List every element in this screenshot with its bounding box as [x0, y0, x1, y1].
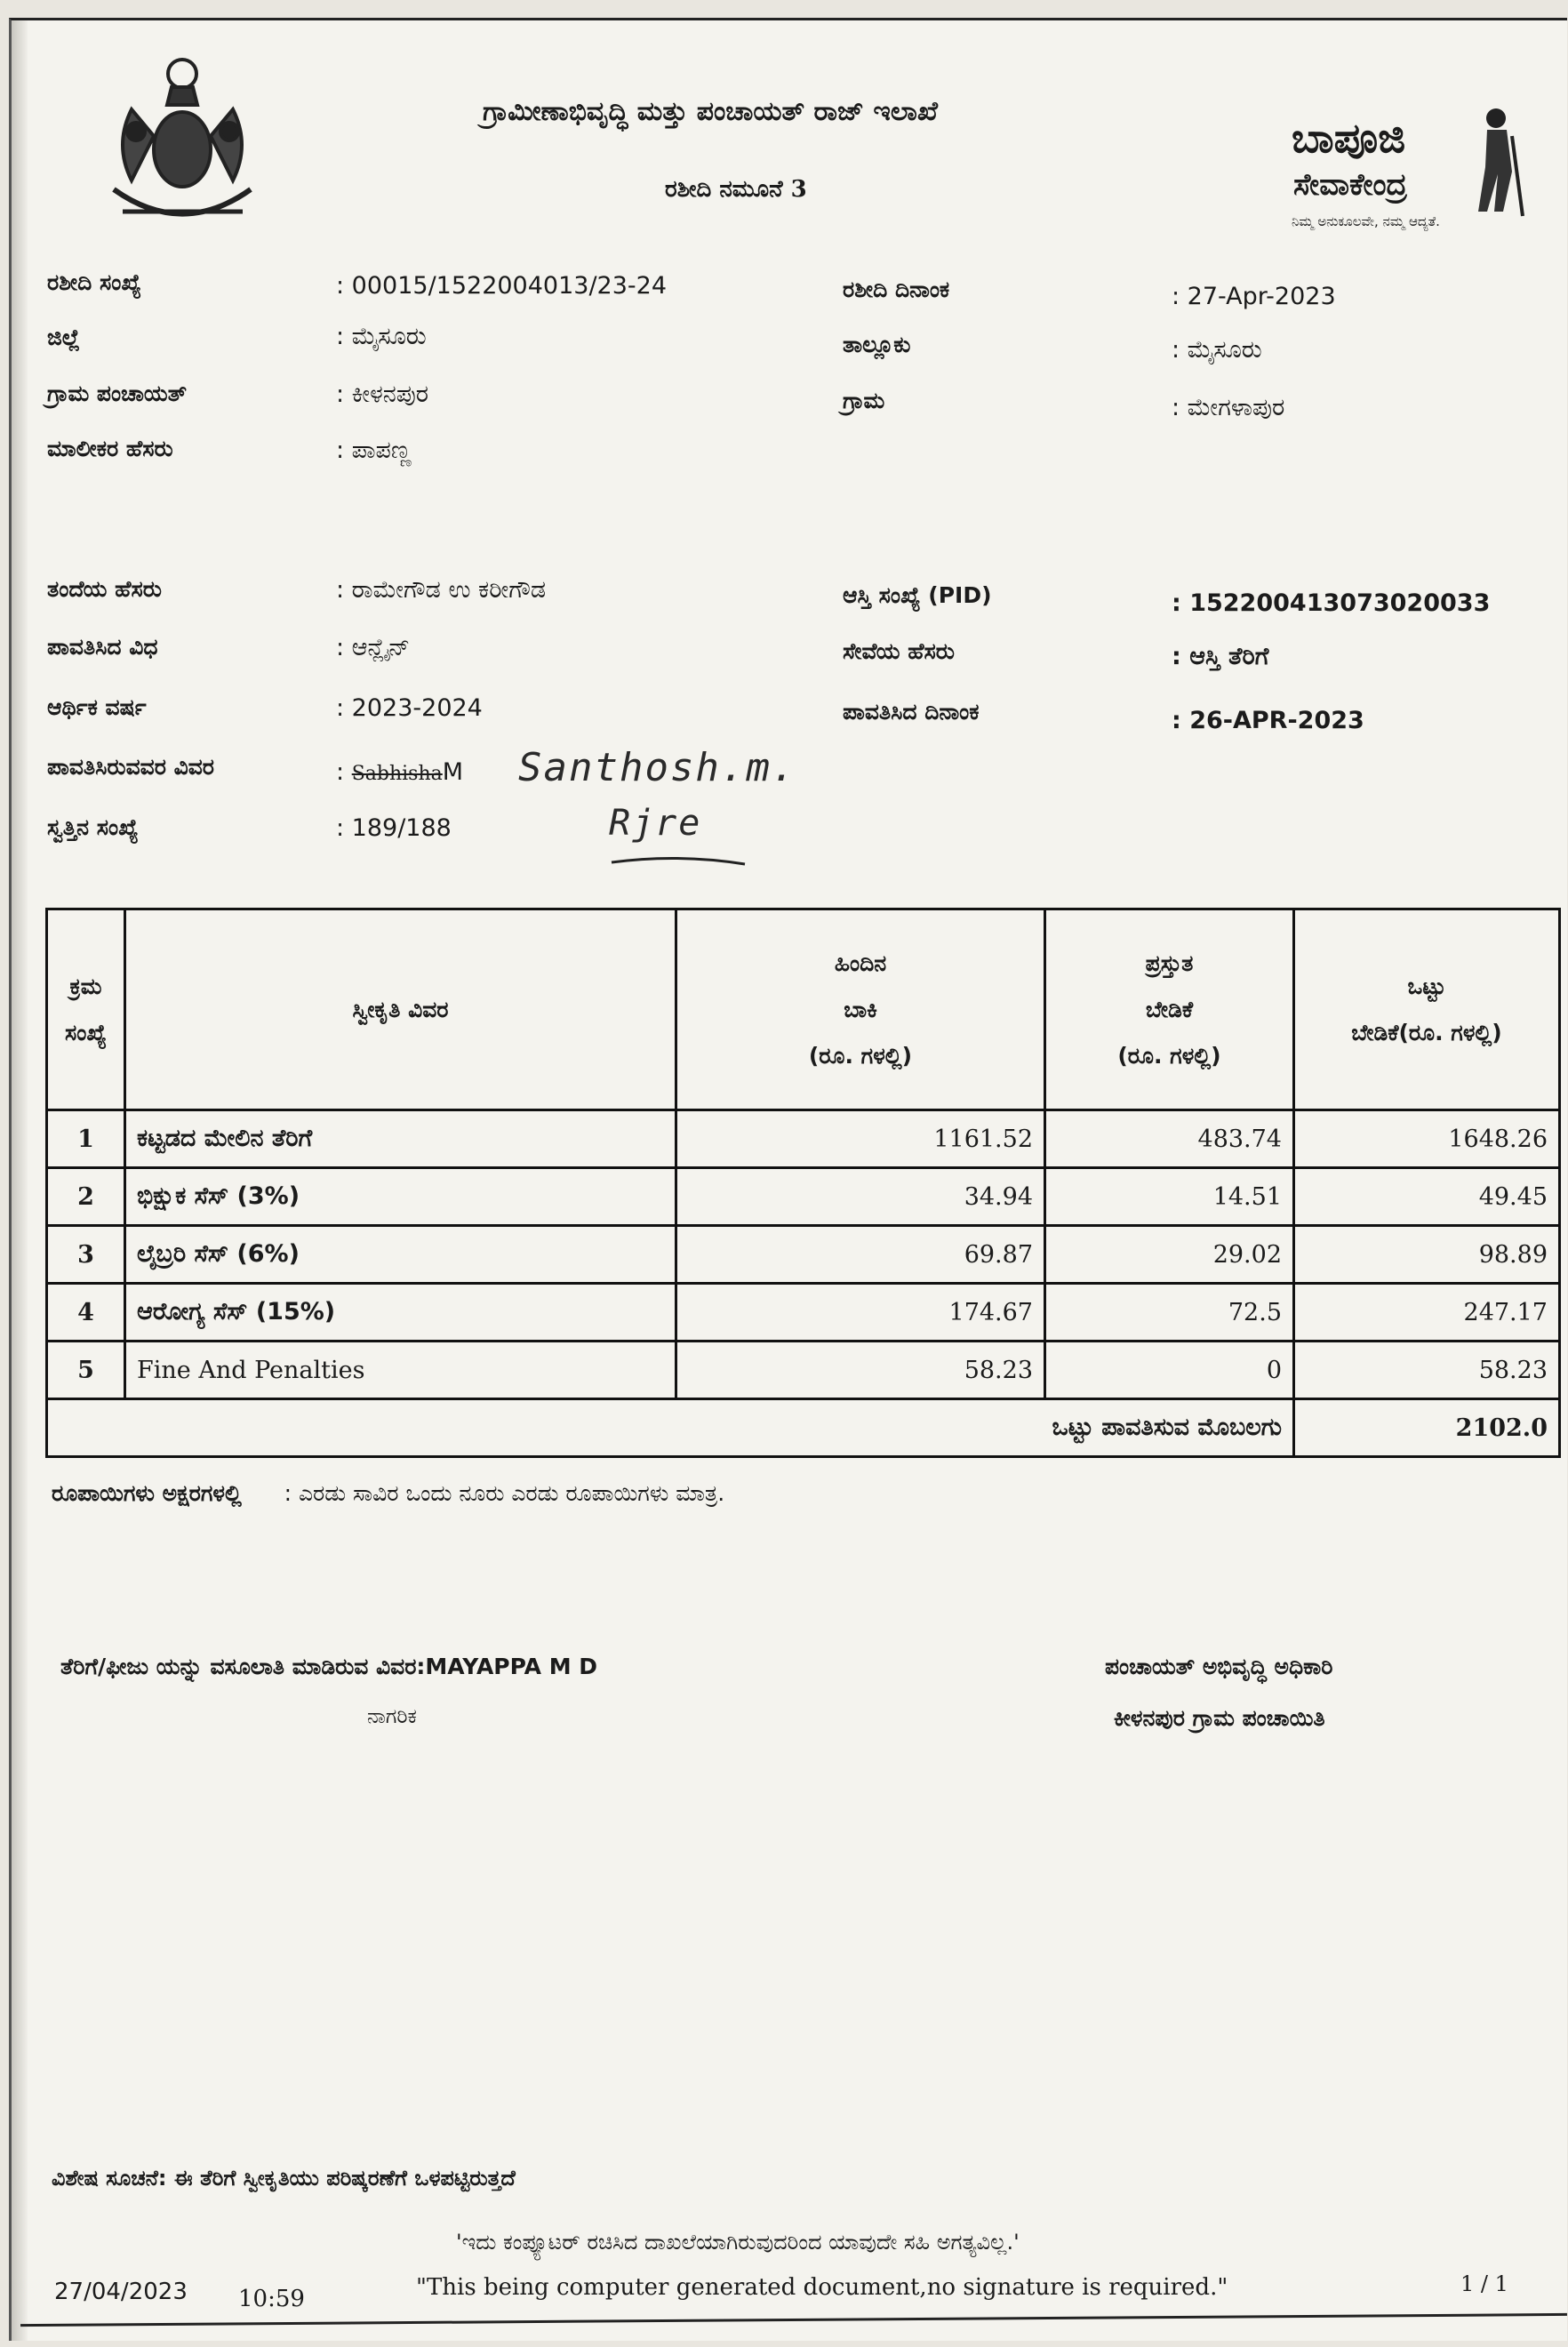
property-no-value: : 189/188 [336, 814, 452, 842]
row-total: 58.23 [1294, 1342, 1560, 1399]
row-current: 29.02 [1045, 1226, 1294, 1284]
owner-value: : ಪಾಪಣ್ಣ [336, 437, 412, 464]
table-row [47, 1110, 1560, 1168]
row-description: Fine And Penalties [125, 1342, 676, 1399]
payer-colon: : [336, 758, 345, 786]
footer-rule [20, 2313, 1567, 2327]
row-previous: 174.67 [676, 1284, 1045, 1342]
pid-label: ಆಸ್ತಿ ಸಂಖ್ಯೆ (PID) [843, 582, 992, 608]
payer-label: ಪಾವತಿಸಿರುವವರ ವಿವರ [47, 754, 215, 780]
page-number: 1 / 1 [1460, 2271, 1508, 2296]
officer-title: ಪಂಚಾಯತ್ ಅಭಿವೃದ್ಧಿ ಅಧಿಕಾರಿ [1105, 1654, 1333, 1679]
form-name: ರಶೀದಿ ನಮೂನೆ 3 [665, 176, 807, 203]
pid-value: : 152200413073020033 [1172, 589, 1491, 617]
table-row [47, 1226, 1560, 1284]
gp-label: ಗ್ರಾಮ ಪಂಚಾಯತ್ [47, 380, 188, 406]
row-total: 98.89 [1294, 1226, 1560, 1284]
district-label: ಜಿಲ್ಲೆ [47, 324, 80, 350]
pay-mode-value: : ಆನ್ಲೈನ್ [336, 634, 411, 661]
amount-in-words [52, 1480, 724, 1507]
col-previous-balance: ಹಿಂದಿನ ಬಾಕಿ (ರೂ. ಗಳಲ್ಲಿ) [676, 909, 1045, 1110]
table-row [47, 1342, 1560, 1399]
col-total-demand: ಒಟ್ಟು ಬೇಡಿಕೆ(ರೂ. ಗಳಲ್ಲಿ) [1294, 909, 1560, 1110]
col-description: ಸ್ವೀಕೃತಿ ವಿವರ [125, 909, 676, 1110]
handwritten-initials: Rjre [609, 803, 702, 844]
page-shadow [12, 20, 28, 2341]
payer-initial: M [442, 758, 464, 786]
col-sl: ಕ್ರಮ ಸಂಖ್ಯೆ [47, 909, 125, 1110]
village-value: : ಮೇಗಳಾಪುರ [1172, 394, 1285, 421]
payer-value [336, 758, 463, 786]
collector-role: ನಾಗರಿಕ [367, 1705, 417, 1728]
row-description: ಭಿಕ್ಷುಕ ಸೆಸ್ (3%) [125, 1168, 676, 1226]
district-value: : ಮೈಸೂರು [336, 323, 427, 350]
paid-date-label: ಪಾವತಿಸಿದ ದಿನಾಂಕ [843, 699, 980, 725]
row-sl: 3 [47, 1226, 125, 1284]
receipt-no-label: ರಶೀದಿ ಸಂಖ್ಯೆ [47, 269, 141, 295]
payer-handwritten-name: Santhosh.m. [518, 745, 797, 790]
table-row [47, 1168, 1560, 1226]
taluk-value: : ಮೈಸೂರು [1172, 336, 1262, 364]
fy-label: ಆರ್ಥಿಕ ವರ್ಷ [47, 694, 147, 720]
service-label: ಸೇವೆಯ ಹೆಸರು [843, 638, 955, 664]
amount-words-value: : ಎರಡು ಸಾವಿರ ಒಂದು ನೂರು ಎರಡು ರೂಪಾಯಿಗಳು ಮಾತ್ರ. [284, 1480, 725, 1506]
paid-date-value: : 26-APR-2023 [1172, 707, 1364, 734]
bapuji-logo [1283, 105, 1549, 256]
property-no-label: ಸ್ವತ್ತಿನ ಸಂಖ್ಯೆ [47, 814, 139, 840]
row-description: ಕಟ್ಟಡದ ಮೇಲಿನ ತೆರಿಗೆ [125, 1110, 676, 1168]
disclaimer-kannada: 'ಇದು ಕಂಪ್ಯೂಟರ್ ರಚಿಸಿದ ದಾಖಲೆಯಾಗಿರುವುದರಿಂದ ಯಾವುದೇ ಸಹಿ ಅಗತ್ಯವಿಲ್ಲ.' [456, 2230, 1020, 2255]
fee-table [45, 908, 1561, 1458]
initials-underline [607, 852, 749, 869]
gp-value: : ಕೀಳನಪುರ [336, 380, 429, 408]
row-current: 14.51 [1045, 1168, 1294, 1226]
officer-office: ಕೀಳನಪುರ ಗ್ರಾಮ ಪಂಚಾಯಿತಿ [1114, 1705, 1325, 1731]
row-description: ಆರೋಗ್ಯ ಸೆಸ್ (15%) [125, 1284, 676, 1342]
row-current: 72.5 [1045, 1284, 1294, 1342]
table-header-row [47, 909, 1560, 1110]
print-date: 27/04/2023 [54, 2279, 188, 2305]
receipt-no-value: : 00015/1522004013/23-24 [336, 272, 668, 300]
receipt-date-value: : 27-Apr-2023 [1172, 283, 1336, 310]
village-label: ಗ್ರಾಮ [843, 388, 885, 413]
row-current: 0 [1045, 1342, 1294, 1399]
row-previous: 58.23 [676, 1342, 1045, 1399]
father-label: ತಂದೆಯ ಹೆಸರು [47, 576, 162, 602]
row-sl: 1 [47, 1110, 125, 1168]
table-row [47, 1284, 1560, 1342]
fy-value: : 2023-2024 [336, 694, 483, 722]
row-current: 483.74 [1045, 1110, 1294, 1168]
row-sl: 4 [47, 1284, 125, 1342]
logo-line2: ಸೇವಾಕೇಂದ್ರ [1293, 167, 1408, 203]
row-sl: 2 [47, 1168, 125, 1226]
row-description: ಲೈಬ್ರರಿ ಸೆಸ್ (6%) [125, 1226, 676, 1284]
taluk-label: ತಾಲ್ಲೂಕು [843, 332, 911, 357]
row-sl: 5 [47, 1342, 125, 1399]
row-previous: 34.94 [676, 1168, 1045, 1226]
service-value: : ಆಸ್ತಿ ತೆರಿಗೆ [1172, 643, 1269, 670]
payer-struck-name: Sabhisha [351, 763, 443, 785]
father-value: : ರಾಮೇಗೌಡ ಉ ಕರೀಗೌಡ [336, 576, 547, 604]
logo-tagline: ನಿಮ್ಮ ಅನುಕೂಲವೇ, ನಮ್ಮ ಆದ್ಯತೆ. [1292, 213, 1440, 229]
receipt-date-label: ರಶೀದಿ ದಿನಾಂಕ [843, 276, 950, 302]
row-previous: 69.87 [676, 1226, 1045, 1284]
pay-mode-label: ಪಾವತಿಸಿದ ವಿಧ [47, 634, 158, 660]
owner-label: ಮಾಲೀಕರ ಹೆಸರು [47, 436, 173, 461]
row-total: 1648.26 [1294, 1110, 1560, 1168]
receipt-page [9, 18, 1567, 2341]
state-emblem-icon [96, 47, 269, 238]
col-current-demand: ಪ್ರಸ್ತುತ ಬೇಡಿಕೆ (ರೂ. ಗಳಲ್ಲಿ) [1045, 909, 1294, 1110]
disclaimer-english: "This being computer generated document,no signature is required." [416, 2274, 1228, 2301]
table-total-row [47, 1399, 1560, 1457]
row-previous: 1161.52 [676, 1110, 1045, 1168]
amount-words-label: ರೂಪಾಯಿಗಳು ಅಕ್ಷರಗಳಲ್ಲಿ [52, 1480, 242, 1506]
collector-details: ತೆರಿಗೆ/ಫೀಜು ಯನ್ನು ವಸೂಲಾತಿ ಮಾಡಿರುವ ವಿವರ:MAYAPPA M D [60, 1654, 598, 1679]
print-time: 10:59 [238, 2286, 305, 2312]
row-total: 247.17 [1294, 1284, 1560, 1342]
total-label: ಒಟ್ಟು ಪಾವತಿಸುವ ಮೊಬಲಗು [47, 1399, 1294, 1457]
total-value: 2102.0 [1294, 1399, 1560, 1457]
special-note: ವಿಶೇಷ ಸೂಚನೆ: ಈ ತೆರಿಗೆ ಸ್ವೀಕೃತಿಯು ಪರಿಷ್ಕರಣೆಗೆ ಒಳಪಟ್ಟಿರುತ್ತದೆ [52, 2166, 516, 2191]
department-title: ಗ್ರಾಮೀಣಾಭಿವೃದ್ಧಿ ಮತ್ತು ಪಂಚಾಯತ್ ರಾಜ್ ಇಲಾಖೆ [483, 96, 938, 127]
row-total: 49.45 [1294, 1168, 1560, 1226]
gandhi-figure-icon [1460, 105, 1540, 220]
logo-line1: ಬಾಪೂಜಿ [1292, 114, 1406, 162]
